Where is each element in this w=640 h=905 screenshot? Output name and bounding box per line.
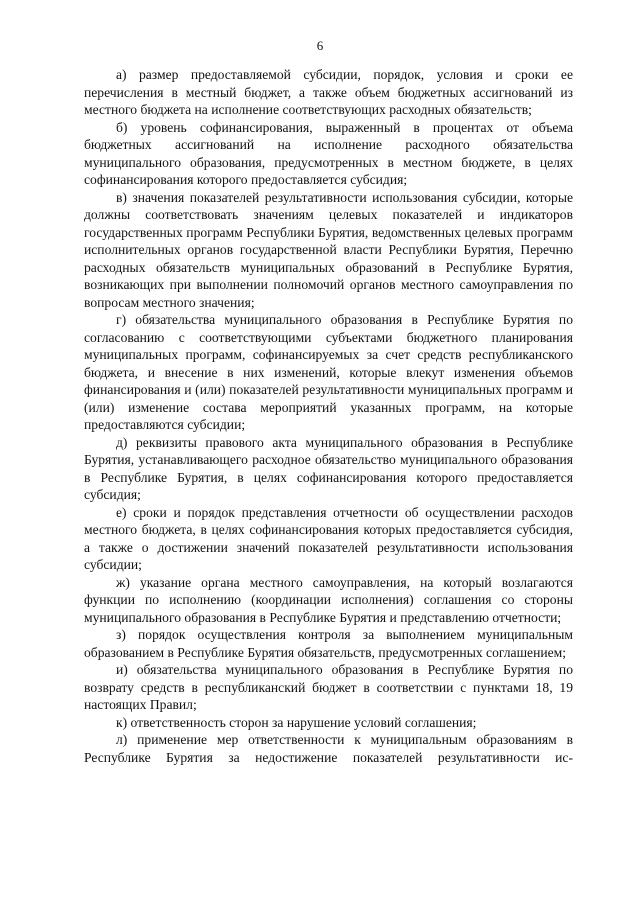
paragraph-a: а) размер предоставляемой субсидии, порядок, условия и сроки ее перечисления в местный бюджет, а также объем бюджетных ассигнований из местного бюджета на исполнение соответствующих расходных обязательств; — [84, 67, 573, 117]
paragraph-k: к) ответственность сторон за нарушение условий соглашения; — [116, 714, 477, 730]
paragraph-v: в) значения показателей результативности использования субсидии, которые должны соответствовать значениям целевых показателей и индикаторов государственных программ Республики Бурятия, ведомственных целевых программ исполнительных органов государственной власти Республики Бурятия, Перечню расходных обязательств муниципальных образований в Республике Бурятия, возникающих при выполнении полномочий органов местного самоуправления по вопросам местного значения; — [84, 189, 573, 310]
paragraph-g: г) обязательства муниципального образования в Республике Бурятия по согласованию с соответствующими субъектами бюджетного планирования муниципальных программ, софинансируемых за счет средств республиканского бюджета, и внесение в них изменений, которые влекут изменения объемов финансирования и (или) показателей результативности муниципальных программ и (или) изменение состава мероприятий указанных программ, на которые предоставляются субсидии; — [84, 312, 573, 432]
document-body — [84, 66, 573, 766]
paragraph-zh: ж) указание органа местного самоуправления, на который возлагаются функции по исполнению (координации исполнения) соглашения со стороны муниципального образования в Республике Бурятия и представлению отчетности; — [84, 574, 573, 625]
paragraph-d: д) реквизиты правового акта муниципального образования в Республике Бурятия, устанавливающего расходное обязательство муниципального образования в Республике Бурятия, в целях софинансирования которого предоставляется субсидия; — [84, 434, 573, 502]
paragraph-z: з) порядок осуществления контроля за выполнением муниципальным образованием в Республике Бурятия обязательств, предусмотренных соглашением; — [84, 627, 573, 660]
paragraph-e: е) сроки и порядок представления отчетности об осуществлении расходов местного бюджета, в целях софинансирования которых предоставляется субсидия, а также о достижении значений показателей результативности использования субсидии; — [84, 504, 573, 572]
paragraph-l: л) применение мер ответственности к муниципальным образованиям в Республике Бурятия за недостижение показателей результативности ис- — [84, 732, 573, 765]
paragraph-i: и) обязательства муниципального образования в Республике Бурятия по возврату средств в республиканский бюджет в соответствии с пунктами 18, 19 настоящих Правил; — [84, 662, 573, 712]
paragraph-b: б) уровень софинансирования, выраженный в процентах от объема бюджетных ассигнований на исполнение расходного обязательства муниципального образования, предусмотренных в местном бюджете, в целях софинансирования которого предоставляется субсидия; — [84, 119, 573, 187]
page-number: 6 — [316, 38, 324, 53]
